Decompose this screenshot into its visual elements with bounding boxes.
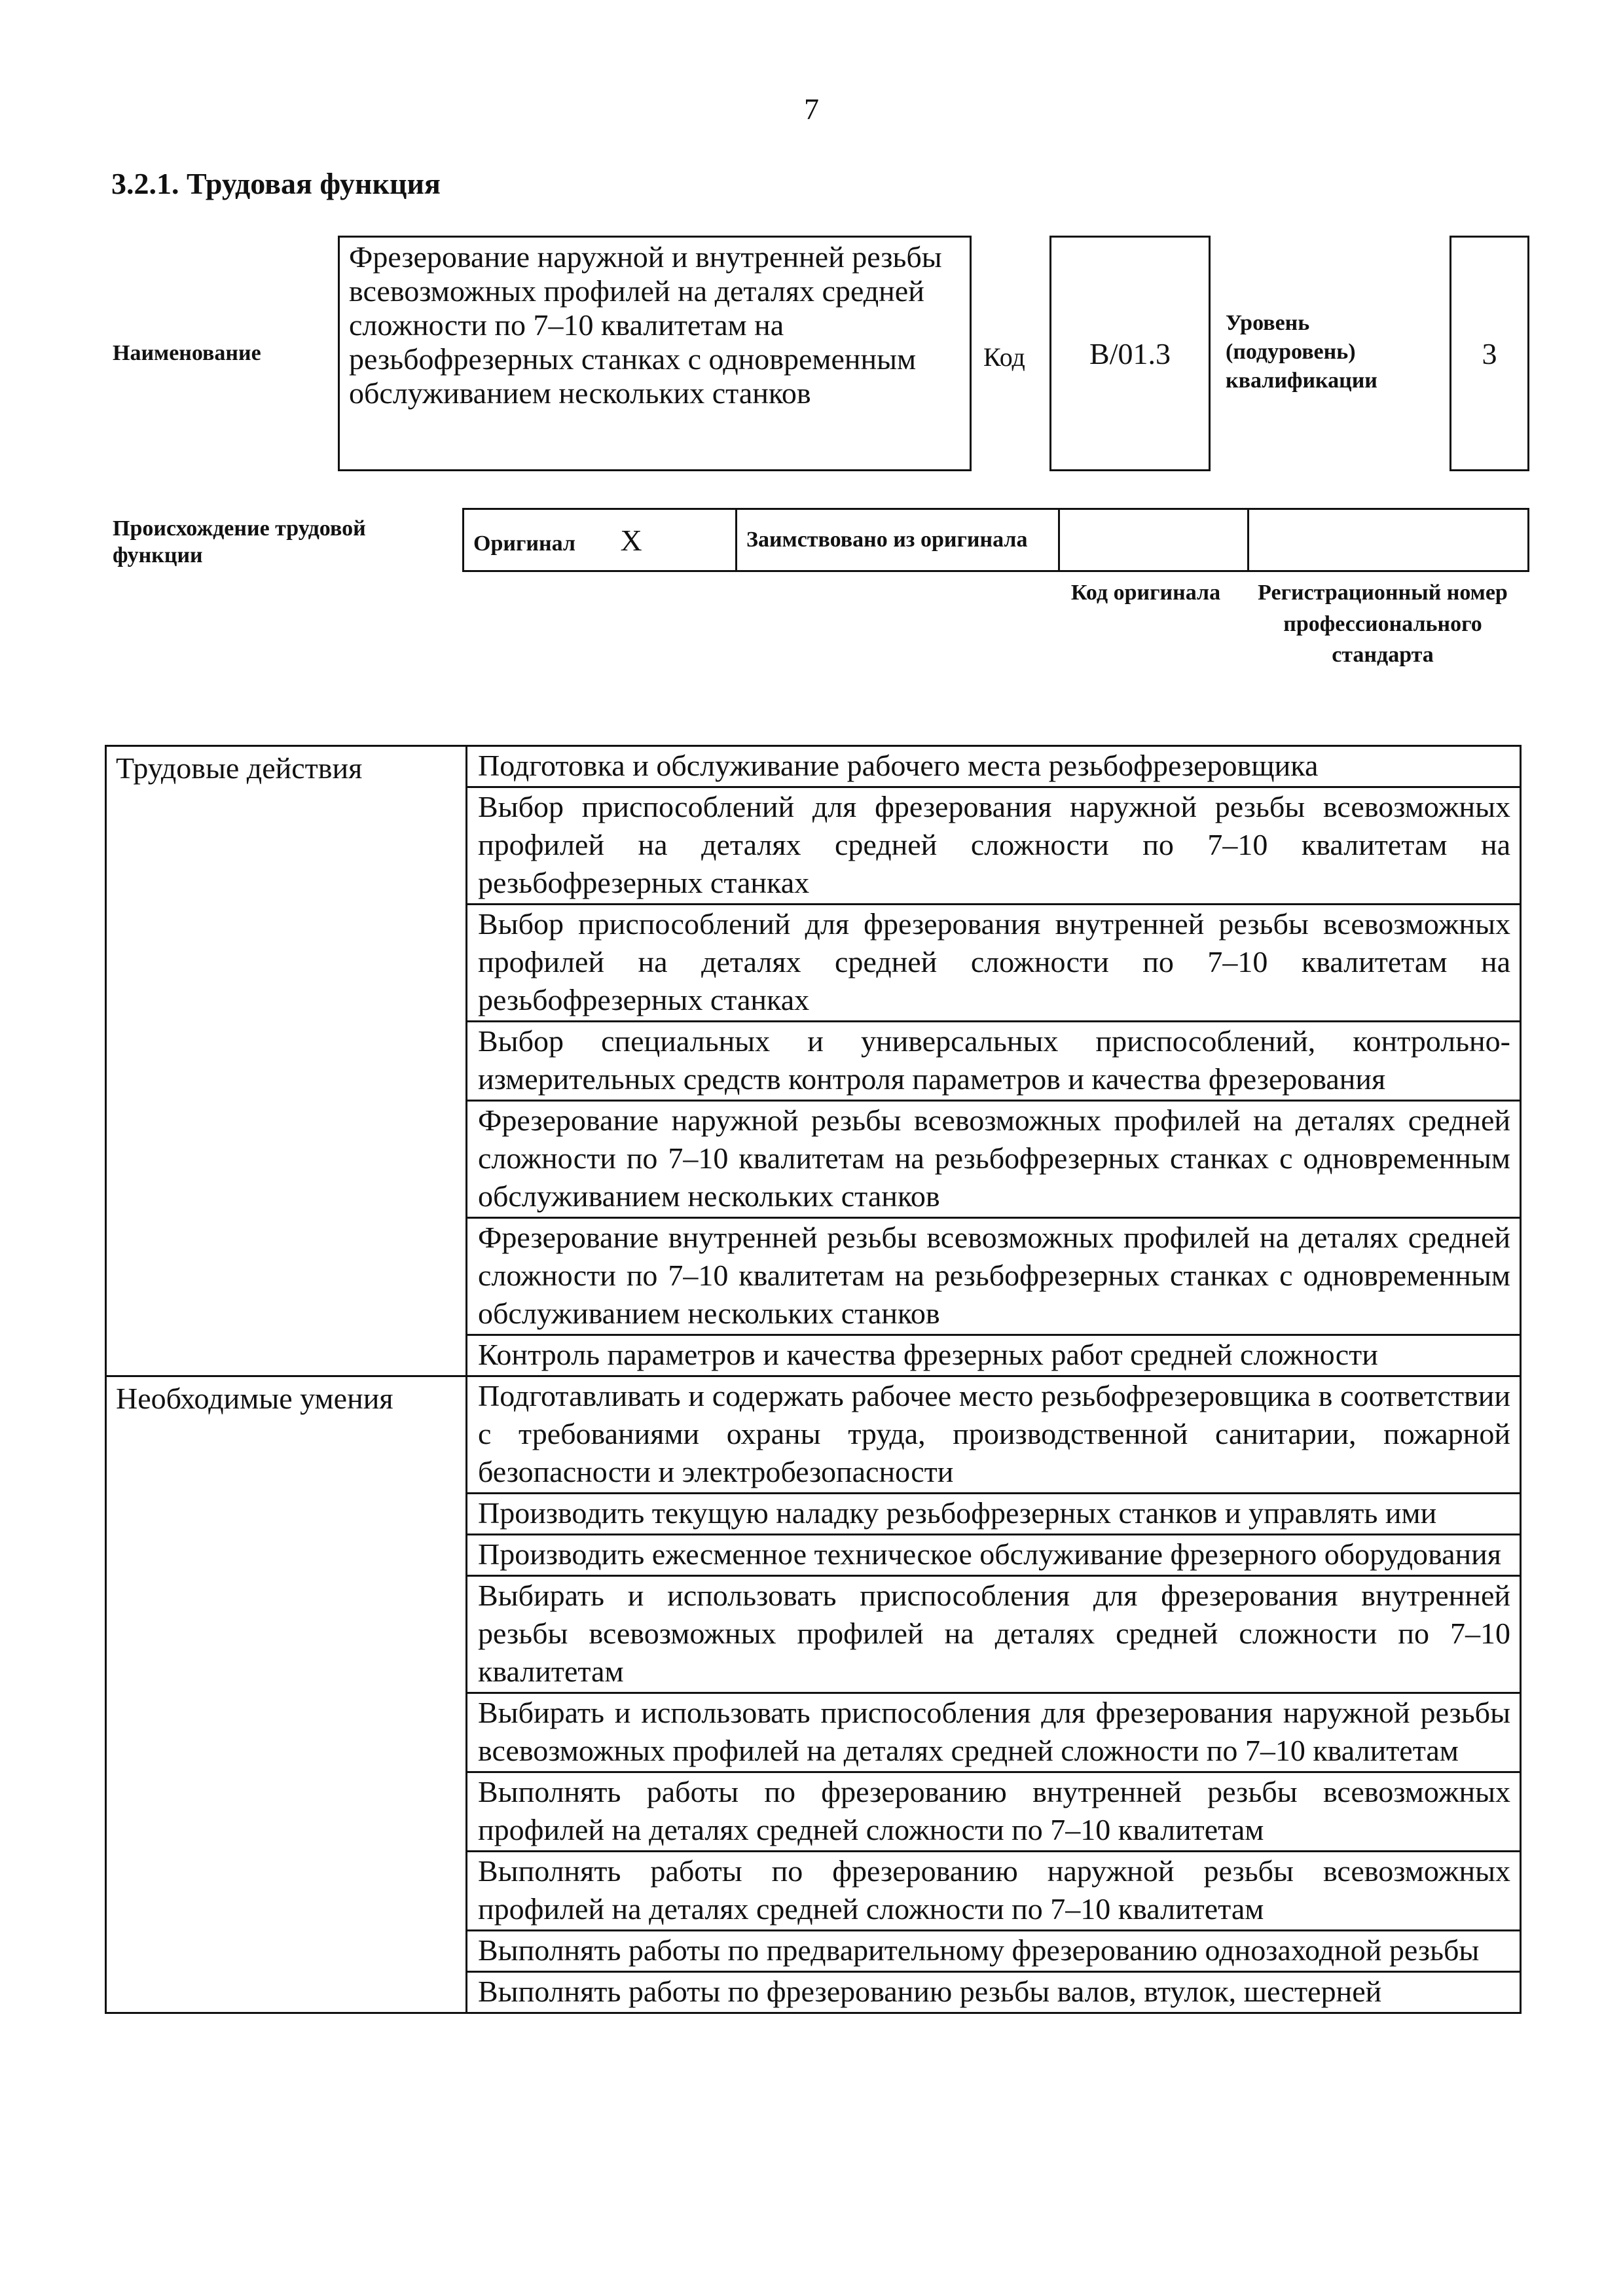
item-cell: Производить ежесменное техническое обслуживание фрезерного оборудования [467,1535,1521,1576]
item-cell: Подготавливать и содержать рабочее место резьбофрезеровщика в соответствии с требованиями охраны труда, производственной санитарии, пожарной безопасности и электробезопасности [467,1376,1521,1494]
original-code-caption: Код оригинала [1070,581,1221,605]
item-cell: Выбор специальных и универсальных приспособлений, контрольно-измерительных средств контроля параметров и качества фрезерования [467,1022,1521,1101]
reg-number-caption: Регистрационный номер профессионального стандарта [1258,581,1508,668]
qualification-level-box [1450,236,1529,471]
table-row [106,746,1521,787]
function-details-body [106,746,1521,2013]
item-cell: Фрезерование внутренней резьбы всевозможных профилей на деталях средней сложности по 7–10 квалитетам на резьбофрезерных станках с одновременным обслуживанием нескольких станков [467,1218,1521,1335]
name-label: Наименование [113,341,261,365]
item-cell: Производить текущую наладку резьбофрезерных станков и управлять ими [467,1494,1521,1535]
item-cell: Выбор приспособлений для фрезерования наружной резьбы всевозможных профилей на деталях средней сложности по 7–10 квалитетам на резьбофрезерных станках [467,787,1521,905]
origin-original-label: Оригинал [473,531,575,556]
item-cell: Выполнять работы по предварительному фрезерованию однозаходной резьбы [467,1931,1521,1972]
qualification-level-label: Уровень (подуровень) квалификации [1226,311,1377,393]
category-cell: Трудовые действия [106,746,467,1376]
item-cell: Выполнять работы по фрезерованию внутренней резьбы всевозможных профилей на деталях средней сложности по 7–10 квалитетам [467,1772,1521,1852]
function-details-table [105,745,1522,2014]
item-cell: Выбирать и использовать приспособления для фрезерования наружной резьбы всевозможных профилей на деталях средней сложности по 7–10 квалитетам [467,1693,1521,1772]
item-cell: Выбирать и использовать приспособления для фрезерования внутренней резьбы всевозможных профилей на деталях средней сложности по 7–10 квалитетам [467,1576,1521,1693]
origin-original-mark: X [620,523,642,557]
item-cell: Выполнять работы по фрезерованию наружной резьбы всевозможных профилей на деталях средней сложности по 7–10 квалитетам [467,1852,1521,1931]
origin-reg-number-cell [1249,509,1529,571]
code-label: Код [983,342,1025,372]
category-cell: Необходимые умения [106,1376,467,2013]
item-cell: Фрезерование наружной резьбы всевозможных профилей на деталях средней сложности по 7–10 квалитетам на резьбофрезерных станках с одновременным обслуживанием нескольких станков [467,1101,1521,1218]
page-number: 7 [804,92,819,126]
origin-borrowed-cell [737,509,1059,571]
table-row [106,1376,1521,1494]
origin-table [462,508,1529,572]
item-cell: Выбор приспособлений для фрезерования внутренней резьбы всевозможных профилей на деталях средней сложности по 7–10 квалитетам на резьбофрезерных станках [467,905,1521,1022]
origin-original-cell [464,509,737,571]
code-value: B/01.3 [1089,336,1171,370]
origin-borrowed-label: Заимствовано из оригинала [746,528,1028,552]
item-cell: Подготовка и обслуживание рабочего места резьбофрезеровщика [467,746,1521,787]
function-name-box: Фрезерование наружной и внутренней резьбы всевозможных профилей на деталях средней сложности по 7–10 квалитетам на резьбофрезерных станках с одновременным обслуживанием нескольких станков [338,236,972,471]
item-cell: Контроль параметров и качества фрезерных работ средней сложности [467,1335,1521,1376]
qualification-level-value: 3 [1482,336,1497,370]
origin-label: Происхождение трудовой функции [113,516,366,567]
section-title: 3.2.1. Трудовая функция [111,167,441,200]
origin-code-cell [1059,509,1249,571]
item-cell: Выполнять работы по фрезерованию резьбы валов, втулок, шестерней [467,1972,1521,2013]
code-value-box [1049,236,1211,471]
